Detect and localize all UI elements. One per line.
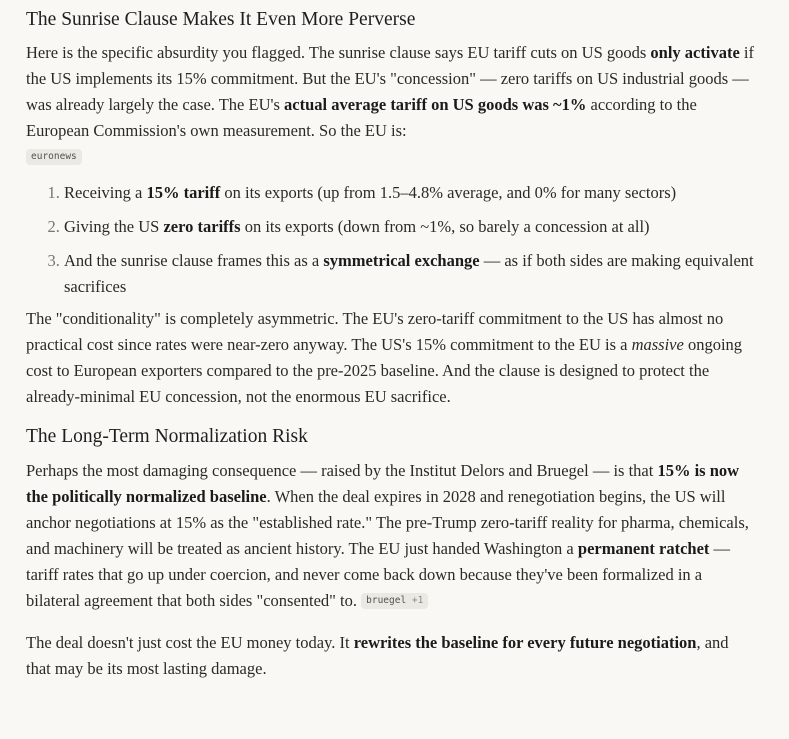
list-item: 1. Receiving a 15% tariff on its exports (up from 1.5–4.8% average, and 0% for many sectors) <box>64 180 756 206</box>
section-heading-sunrise-clause: The Sunrise Clause Makes It Even More Perverse <box>26 9 416 30</box>
list-item: 3. And the sunrise clause frames this as a symmetrical exchange — as if both sides are making equivalent sacrifices <box>64 248 756 300</box>
asymmetry-paragraph: The "conditionality" is completely asymmetric. The EU's zero-tariff commitment to the US has almost no practical cost since rates were near-zero anyway. The US's 15% commitment to the EU is a massive ongoing cost to European exporters compared to the pre-2025 baseline. And the clause is designed to protect the already-minimal EU concession, not the enormous EU sacrifice. <box>26 309 743 406</box>
section-heading-normalization-risk: The Long-Term Normalization Risk <box>26 426 308 447</box>
normalization-paragraph: Perhaps the most damaging consequence — raised by the Institut Delors and Bruegel — is that 15% is now the politically normalized baseline. When the deal expires in 2028 and renegotiation begins, the US will anchor negotiations at 15% as the "established rate." The pre-Trump zero-tariff reality for pharma, chemicals, and machinery will be treated as ancient history. The EU just handed Washington a permanent ratchet — tariff rates that go up under coercion, and never come back down because they've been formalized in a bilateral agreement that both sides "consented" to. bruegel +1 <box>26 461 749 610</box>
list-item: 2. Giving the US zero tariffs on its exports (down from ~1%, so barely a concession at all) <box>64 214 756 240</box>
intro-paragraph: Here is the specific absurdity you flagged. The sunrise clause says EU tariff cuts on US goods only activate if the US implements its 15% commitment. But the EU's "concession" — zero tariffs on US industrial goods — was already largely the case. The EU's actual average tariff on US goods was ~1% according to the European Commission's own measurement. So the EU is: euronews <box>26 40 756 170</box>
numbered-list <box>26 180 756 300</box>
source-citation-euronews[interactable]: euronews <box>26 149 82 165</box>
source-citation-bruegel[interactable]: bruegel +1 <box>361 593 428 609</box>
conclusion-paragraph: The deal doesn't just cost the EU money today. It rewrites the baseline for every future negotiation, and that may be its most lasting damage. <box>26 633 729 678</box>
